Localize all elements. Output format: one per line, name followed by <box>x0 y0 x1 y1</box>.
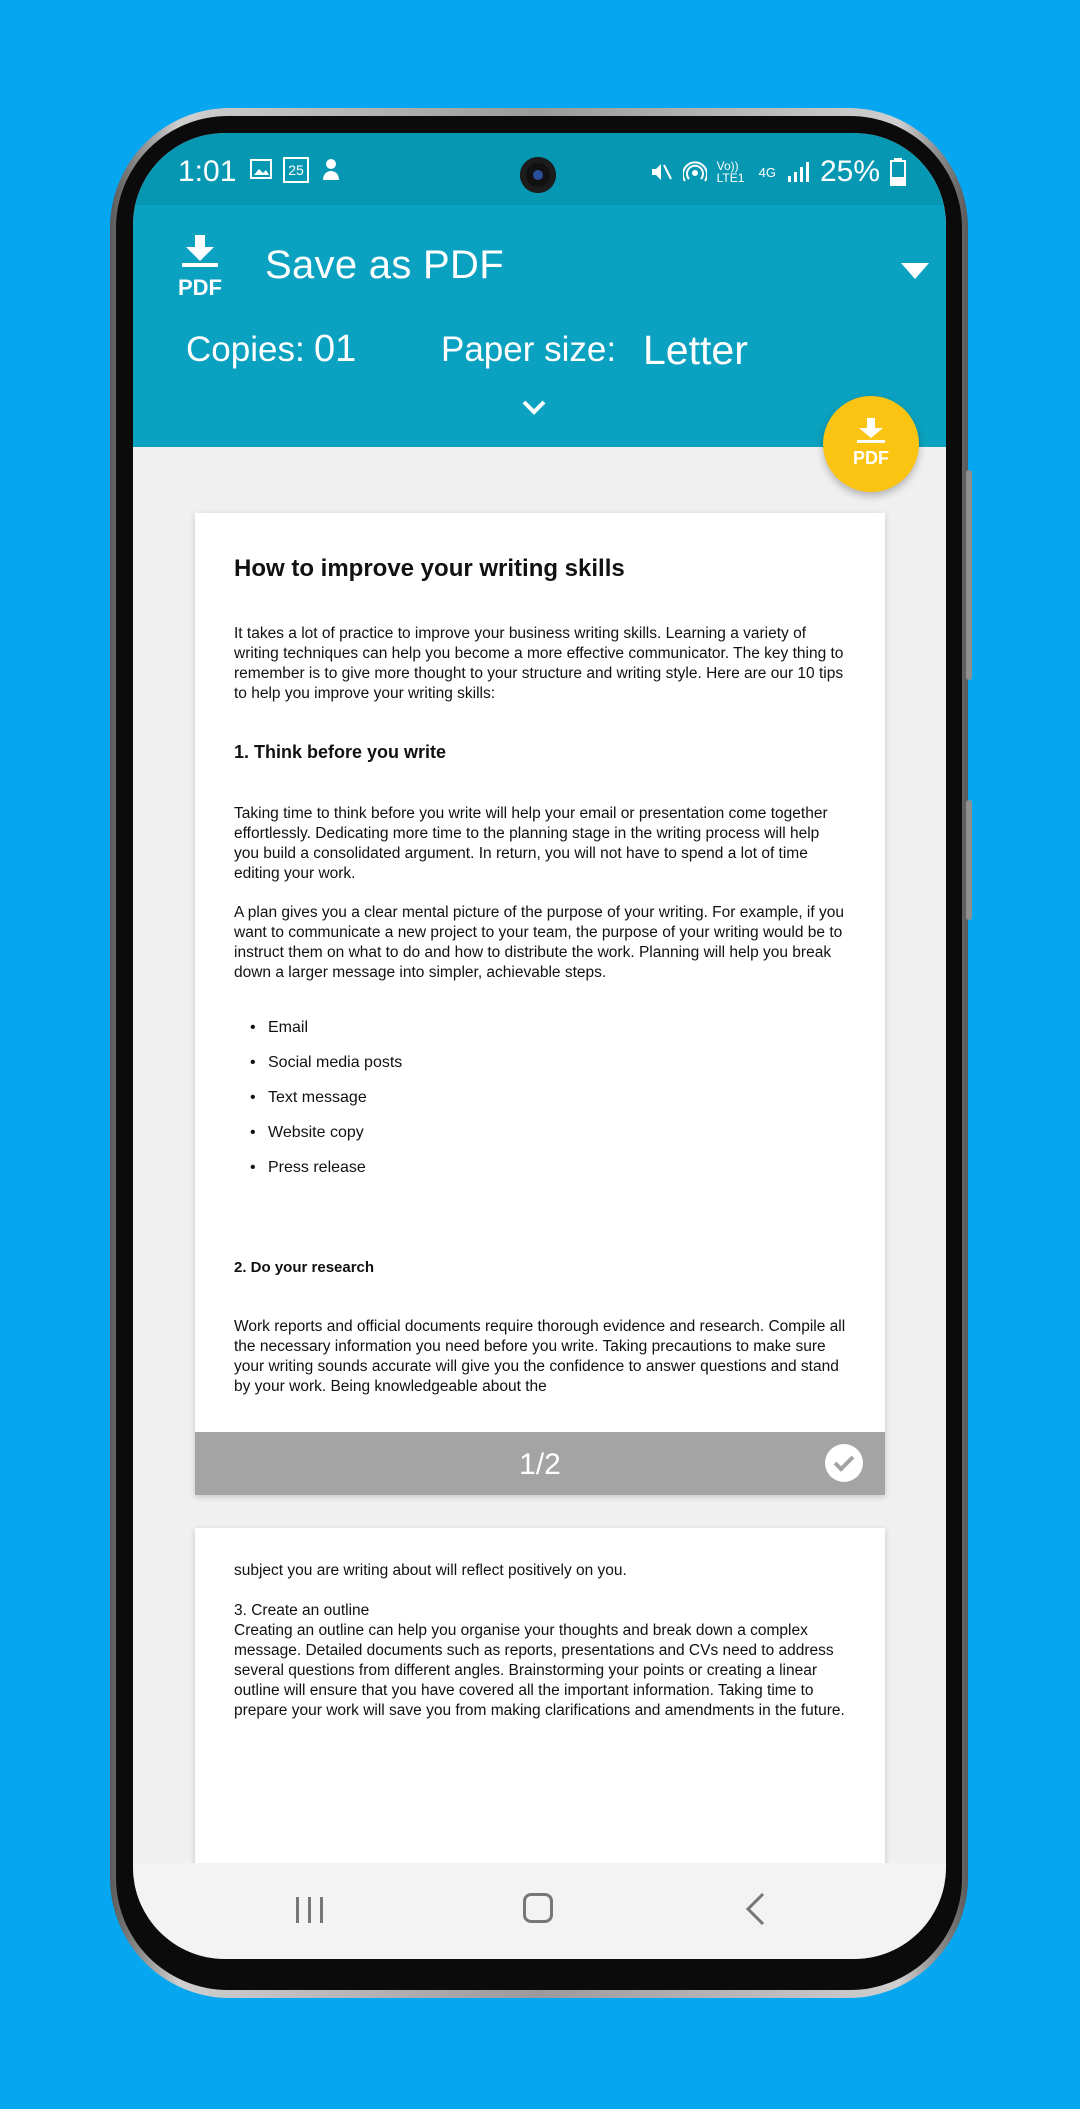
doc-section3-heading: 3. Create an outline <box>234 1602 370 1619</box>
page-selected-checkbox[interactable] <box>825 1444 863 1482</box>
doc-section2-p1: Work reports and official documents require thorough evidence and research. Compile all the necessary information you need before you write. Taking precautions to make sure your writing sounds accurate will give you the confidence to answer questions and stand by your work. Being knowledgeable about the <box>234 1318 846 1395</box>
doc-section2-heading: 2. Do your research <box>234 1259 375 1276</box>
battery-text: 25% <box>819 155 880 188</box>
gallery-icon <box>249 157 273 181</box>
signal-icon <box>786 160 810 184</box>
doc-section1-p2: A plan gives you a clear mental picture of the purpose of your writing. For example, if you want to communicate a new project to your team, the purpose of your writing would be to instruct them on what to do and how to distribute the work. Planning will help you break down a larger message into simpler, achievable steps. <box>234 904 844 981</box>
save-pdf-icon <box>173 233 227 299</box>
doc-section1-heading: 1. Think before you write <box>234 742 447 762</box>
save-pdf-button[interactable] <box>823 396 919 492</box>
download-pdf-icon <box>847 416 895 472</box>
list-item: • Press release <box>234 1158 846 1193</box>
list-item: • Text message <box>234 1088 846 1123</box>
preview-page-1[interactable] <box>195 513 885 1495</box>
back-icon[interactable] <box>743 1891 767 1927</box>
front-camera <box>520 157 556 193</box>
print-header <box>133 205 946 447</box>
page-indicator: 1/2 <box>519 1448 561 1481</box>
volume-button <box>966 800 972 920</box>
paper-size-label: Paper size: <box>441 330 617 369</box>
calendar-icon: 25 <box>283 157 309 183</box>
list-item: • Email <box>234 1018 846 1053</box>
check-icon <box>825 1444 863 1482</box>
fab-label: PDF <box>853 448 889 468</box>
status-time: 1:01 <box>178 155 237 188</box>
screen <box>133 133 946 1959</box>
doc-title: How to improve your writing skills <box>234 555 625 582</box>
battery-icon <box>890 158 906 186</box>
chevron-down-icon[interactable] <box>521 399 547 417</box>
network-4g: 4G <box>758 164 776 180</box>
power-button <box>966 470 972 680</box>
paper-size-value[interactable]: Letter <box>643 327 748 373</box>
doc-intro: It takes a lot of practice to improve your business writing skills. Learning a variety of writing techniques can help you become a more effective communicator. The key thing to remember is to give more thought to your structure and writing style. Here are our 10 tips to help you improve your writing skills: <box>234 625 844 702</box>
list-item: • Social media posts <box>234 1053 846 1088</box>
hotspot-icon <box>683 160 707 184</box>
page-footer <box>195 1432 885 1495</box>
doc-bullet-list <box>234 1018 846 1193</box>
recent-apps-icon[interactable] <box>293 1895 327 1925</box>
home-icon[interactable] <box>523 1893 553 1923</box>
dropdown-caret-icon[interactable] <box>901 263 929 279</box>
preview-page-2[interactable] <box>195 1528 885 1888</box>
doc-section1-p1: Taking time to think before you write will help your email or presentation come together effortlessly. Dedicating more time to the planning stage in the writing process will help you build a consolidated argument. In return, you will not have to spend a lot of time editing your work. <box>234 805 828 882</box>
pdf-icon-text: PDF <box>178 275 222 299</box>
network-vo: Vo)) LTE1 <box>716 159 745 185</box>
list-item: • Website copy <box>234 1123 846 1158</box>
mute-icon <box>649 160 673 184</box>
copies-label: Copies: <box>186 330 305 369</box>
doc-page2-p1: subject you are writing about will reflect positively on you. <box>234 1562 627 1579</box>
person-icon <box>319 157 343 181</box>
navigation-bar <box>133 1863 946 1959</box>
copies-value[interactable]: 01 <box>314 328 357 370</box>
doc-section3-p1: Creating an outline can help you organise your thoughts and break down a complex message. Detailed documents such as reports, presentations and CVs need to address several questions from different angles. Brainstorming your points or creating a linear outline will ensure that you have covered all the important information. Taking time to prepare your work will save you from making clarifications and amendments in the future. <box>234 1622 845 1719</box>
status-bar <box>133 133 946 205</box>
printer-select-title[interactable]: Save as PDF <box>265 243 504 287</box>
